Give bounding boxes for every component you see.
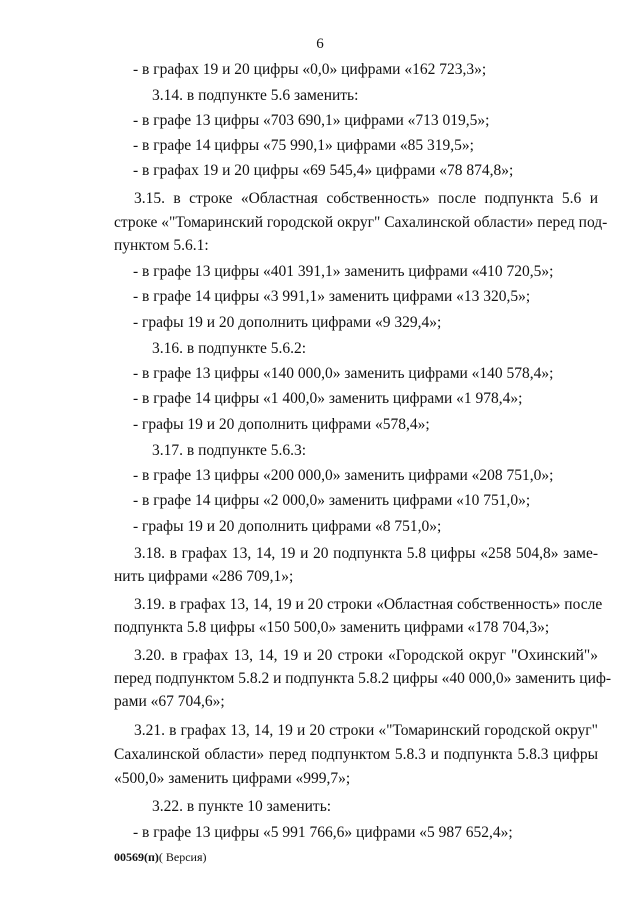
paragraph-line: перед подпунктом 5.8.2 и подпункта 5.8.2 цифры «40 000,0» заменить циф- — [114, 670, 612, 687]
text-line: - в графе 13 цифры «5 991 766,6» цифрами «5 987 652,4»; — [133, 824, 513, 841]
page-number: 6 — [316, 36, 324, 52]
document-code: 00569(п) — [114, 850, 159, 864]
section-heading: 3.14. в подпункте 5.6 заменить: — [152, 87, 359, 104]
paragraph-line: нить цифрами «286 709,1»; — [114, 568, 294, 585]
paragraph-line: 3.21. в графах 13, 14, 19 и 20 строки «"Томаринский городской округ" — [134, 722, 598, 739]
text-line: - в графе 14 цифры «75 990,1» цифрами «85 319,5»; — [133, 137, 474, 154]
text-line: - графы 19 и 20 дополнить цифрами «8 751,0»; — [133, 518, 442, 535]
text-line: - в графе 13 цифры «703 690,1» цифрами «713 019,5»; — [133, 112, 490, 129]
paragraph-line: пунктом 5.6.1: — [114, 237, 209, 254]
section-heading: 3.22. в пункте 10 заменить: — [152, 798, 332, 815]
text-line: - в графе 14 цифры «1 400,0» заменить цифрами «1 978,4»; — [133, 390, 523, 407]
paragraph-line: Сахалинской области» перед подпунктом 5.8.3 и подпункта 5.8.3 цифры — [114, 746, 598, 763]
paragraph-line: «500,0» заменить цифрами «999,7»; — [114, 770, 351, 787]
paragraph-line: 3.15. в строке «Областная собственность» после подпункта 5.6 и — [134, 190, 598, 207]
text-line: - в графах 19 и 20 цифры «69 545,4» цифрами «78 874,8»; — [133, 162, 514, 179]
paragraph-line: рами «67 704,6»; — [114, 693, 225, 710]
document-footer — [114, 850, 207, 865]
text-line: - графы 19 и 20 дополнить цифрами «9 329,4»; — [133, 314, 442, 331]
text-line: - в графах 19 и 20 цифры «0,0» цифрами «162 723,3»; — [133, 61, 487, 78]
text-line: - в графе 14 цифры «2 000,0» заменить цифрами «10 751,0»; — [133, 492, 531, 509]
paragraph-line: 3.19. в графах 13, 14, 19 и 20 строки «Областная собственность» после — [134, 596, 603, 613]
paragraph-line: подпункта 5.8 цифры «150 500,0» заменить цифрами «178 704,3»; — [114, 619, 550, 636]
section-heading: 3.17. в подпункте 5.6.3: — [152, 442, 307, 459]
document-version: ( Версия) — [158, 850, 207, 864]
paragraph-line: строке «"Томаринский городской округ" Сахалинской области» перед под- — [114, 214, 608, 231]
text-line: - графы 19 и 20 дополнить цифрами «578,4»; — [133, 416, 430, 433]
paragraph-line: 3.18. в графах 13, 14, 19 и 20 подпункта 5.8 цифры «258 504,8» заме- — [134, 545, 598, 562]
text-line: - в графе 13 цифры «401 391,1» заменить цифрами «410 720,5»; — [133, 263, 554, 280]
text-line: - в графе 13 цифры «200 000,0» заменить цифрами «208 751,0»; — [133, 467, 554, 484]
text-line: - в графе 14 цифры «3 991,1» заменить цифрами «13 320,5»; — [133, 288, 531, 305]
section-heading: 3.16. в подпункте 5.6.2: — [152, 340, 307, 357]
text-line: - в графе 13 цифры «140 000,0» заменить цифрами «140 578,4»; — [133, 365, 554, 382]
paragraph-line: 3.20. в графах 13, 14, 19 и 20 строки «Городской округ "Охинский"» — [134, 647, 598, 664]
